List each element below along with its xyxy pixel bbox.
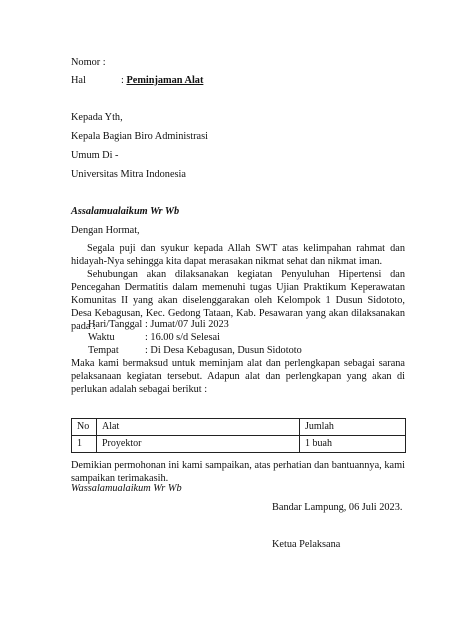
nomor-label: Nomor : [71,57,106,68]
hal-value: Peminjaman Alat [126,75,204,86]
items-table [71,418,406,453]
signer-title: Ketua Pelaksana [272,539,341,550]
hal-colon: : [121,75,124,86]
recipient-line-3: Umum Di - [71,150,119,161]
paragraph-2: Sehubungan akan dilaksanakan kegiatan Penyuluhan Hipertensi dan Pencegahan Dermatitis dalam memenuhi tugas Ujian Praktikum Keperawatan Komunitas II yang akan diselenggarakan oleh Kelompok 1 Dusun Sidototo, Desa Kebagusan, Kec. Gedong Tataan, Kab. Pesawaran yang akan dilaksanakan pada : [71,269,405,332]
paragraph-1: Segala puji dan syukur kepada Allah SWT atas kelimpahan rahmat dan hidayah-Nya sehingga kita dapat merasakan nikmat sehat dan nikmat iman. [71,243,405,267]
table-header-row [72,419,406,436]
hal-label: Hal [71,75,86,86]
header-alat: Alat [97,419,300,436]
table-row [72,436,406,453]
detail-value-time: : 16.00 s/d Selesai [145,332,220,343]
header-jumlah: Jumlah [300,419,406,436]
paragraph-4: Demikian permohonan ini kami sampaikan, atas perhatian dan bantuannya, kami sampaikan terimakasih. [71,460,405,484]
cell-jumlah: 1 buah [300,436,406,453]
detail-label-date: Hari/Tanggal [88,319,143,330]
opening-hormat: Dengan Hormat, [71,225,140,236]
detail-label-place: Tempat [88,345,119,356]
detail-label-time: Waktu [88,332,115,343]
closing-salam: Wassalamualaikum Wr Wb [71,483,182,494]
detail-value-date: : Jumat/07 Juli 2023 [145,319,229,330]
header-no: No [72,419,97,436]
detail-value-place: : Di Desa Kebagusan, Dusun Sidototo [145,345,302,356]
cell-no: 1 [72,436,97,453]
recipient-line-1: Kepada Yth, [71,112,123,123]
paragraph-3: Maka kami bermaksud untuk meminjam alat dan perlengkapan sebagai sarana pelaksanaan kegiatan tersebut. Adapun alat dan perlengkapan yang akan di perlukan adalah sebagai berikut : [71,358,405,395]
cell-alat: Proyektor [97,436,300,453]
opening-salam: Assalamualaikum Wr Wb [71,206,180,217]
place-date: Bandar Lampung, 06 Juli 2023. [272,502,403,513]
recipient-line-4: Universitas Mitra Indonesia [71,169,186,180]
hal-row [121,74,203,87]
recipient-line-2: Kepala Bagian Biro Administrasi [71,131,208,142]
